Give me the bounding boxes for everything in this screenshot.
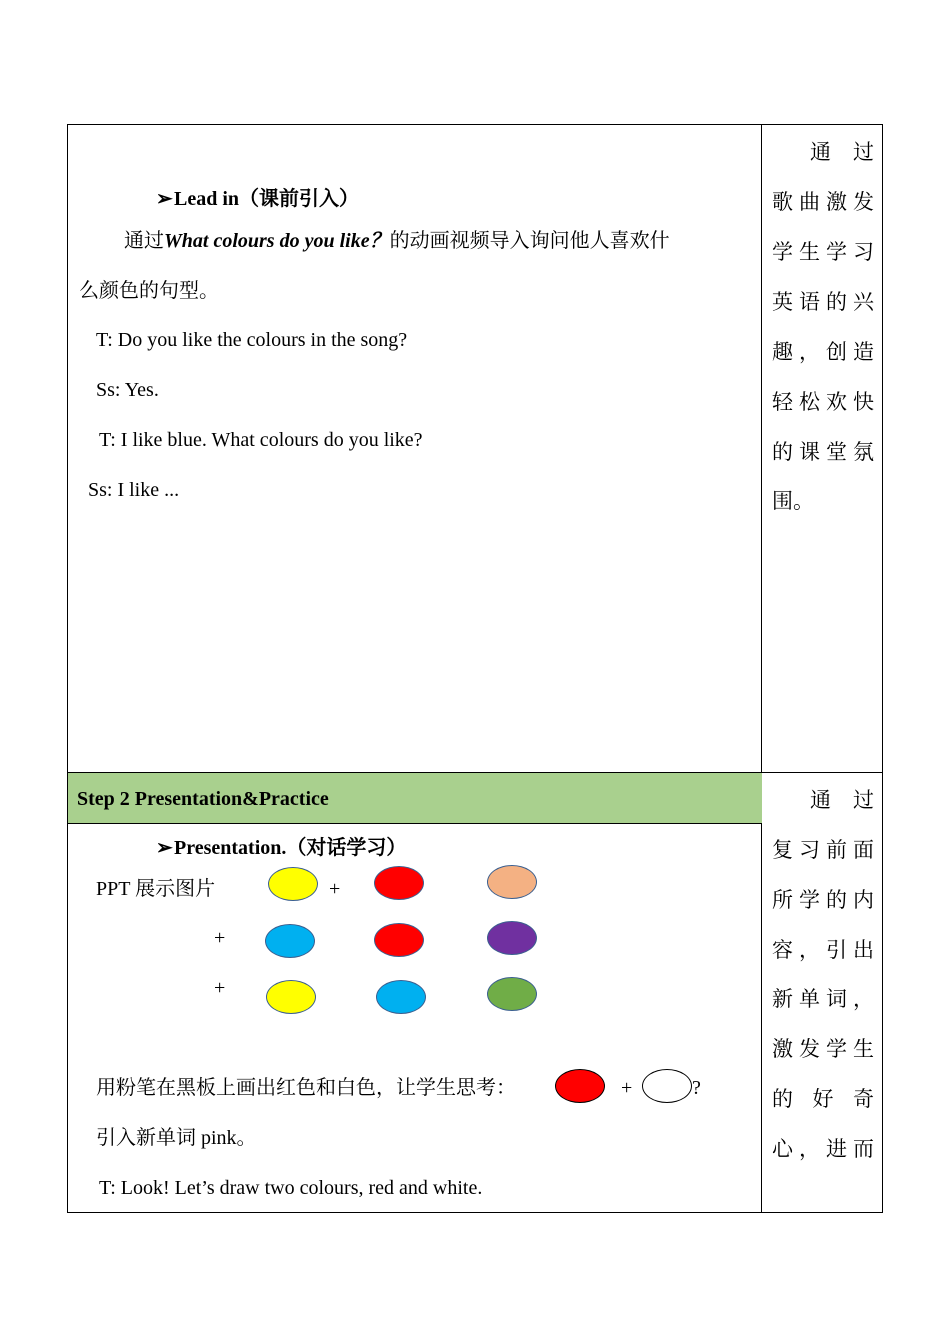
purple-oval <box>487 921 537 955</box>
note-char: ， <box>799 938 820 962</box>
column-divider <box>761 124 762 1213</box>
note-line <box>772 488 874 514</box>
note-line <box>772 339 874 365</box>
note-char: 围 <box>772 489 793 513</box>
note-char: 课 <box>799 440 820 464</box>
note-char: ， <box>799 1137 820 1161</box>
note-char: 前 <box>826 838 847 862</box>
note-char: 生 <box>799 240 820 264</box>
note-char: 学 <box>799 888 820 912</box>
note-line <box>772 1036 874 1062</box>
note-line <box>772 887 874 913</box>
note-char: 过 <box>853 788 874 812</box>
chalk-instruction: 用粉笔在黑板上画出红色和白色，让学生思考： <box>96 1077 516 1099</box>
white-oval <box>642 1069 692 1103</box>
note-char: 奇 <box>853 1087 874 1111</box>
note-char: 英 <box>772 290 793 314</box>
note-char: 创 <box>826 340 847 364</box>
intro-prefix: 通过 <box>124 230 164 252</box>
ppt-label: PPT 展示图片 <box>96 878 216 900</box>
note-char: 而 <box>853 1137 874 1161</box>
note-char: 堂 <box>826 440 847 464</box>
note-line <box>772 986 874 1012</box>
note-char: 兴 <box>853 290 874 314</box>
note-line <box>772 837 874 863</box>
lead-in-heading-en: Lead in <box>174 188 240 210</box>
blue-oval <box>265 924 315 958</box>
teacher-dialogue-line: T: Look! Let’s draw two colours, red and white. <box>99 1177 483 1199</box>
note-char: 欢 <box>826 390 847 414</box>
yellow-oval <box>268 867 318 901</box>
lead-in-intro-line2: 么颜色的句型。 <box>79 280 219 302</box>
note-line <box>772 389 874 415</box>
red-oval <box>374 923 424 957</box>
presentation-heading <box>156 836 406 860</box>
red-oval <box>374 866 424 900</box>
note-char: 新 <box>772 987 793 1011</box>
note-char: 曲 <box>799 190 820 214</box>
note-line <box>772 1086 874 1112</box>
note-char: 好 <box>812 1087 834 1111</box>
note-char: 单 <box>799 987 820 1011</box>
note-line <box>772 1136 874 1162</box>
note-char: 心 <box>772 1137 793 1161</box>
note-char: 歌 <box>772 190 793 214</box>
lead-in-heading <box>156 187 359 211</box>
step-header-divider <box>67 823 762 824</box>
note-char: 激 <box>772 1037 793 1061</box>
note-char: 松 <box>799 390 820 414</box>
presentation-heading-en: Presentation. <box>174 837 287 859</box>
dialogue-line-1: T: Do you like the colours in the song? <box>96 329 408 351</box>
note-char: 习 <box>799 838 820 862</box>
note-char: 学 <box>826 240 847 264</box>
intro-song-title: What colours do you like？ <box>164 230 390 252</box>
note-char: 语 <box>799 290 820 314</box>
table-left-border <box>67 124 68 1213</box>
note-char: 出 <box>853 938 874 962</box>
note-char: 的 <box>772 440 793 464</box>
plus-sign: + <box>621 1077 633 1099</box>
green-oval <box>487 977 537 1011</box>
note-char: 进 <box>826 1137 847 1161</box>
note-char: ， <box>853 987 874 1011</box>
note-char: 容 <box>772 938 793 962</box>
note-char: 快 <box>853 390 874 414</box>
orange-oval <box>487 865 537 899</box>
note-line <box>772 239 874 265</box>
plus-sign: + <box>329 878 341 900</box>
dialogue-line-4: Ss: I like ... <box>88 479 180 501</box>
note-char: 发 <box>799 1037 820 1061</box>
note-char: 造 <box>853 340 874 364</box>
note-line <box>772 439 874 465</box>
note-char: 复 <box>772 838 793 862</box>
note-char: 的 <box>772 1087 793 1111</box>
red-oval <box>555 1069 605 1103</box>
note-char: 学 <box>772 240 793 264</box>
note-char: 发 <box>853 190 874 214</box>
note-char: 激 <box>826 190 847 214</box>
note-line <box>772 289 874 315</box>
note-char: 学 <box>826 1037 847 1061</box>
table-right-border <box>882 124 883 1213</box>
note-char: 引 <box>826 938 847 962</box>
note-char: 习 <box>853 240 874 264</box>
plus-sign: + <box>214 927 226 949</box>
plus-sign: + <box>214 977 226 999</box>
note-char: 过 <box>853 140 874 164</box>
note-char: 生 <box>853 1037 874 1061</box>
note-char: 的 <box>826 888 847 912</box>
note-line <box>772 189 874 215</box>
dialogue-line-2: Ss: Yes. <box>96 379 159 401</box>
note-char: 氛 <box>853 440 874 464</box>
arrow-bullet-icon: ➢ <box>156 837 173 859</box>
note-line <box>772 937 874 963</box>
note-char: 轻 <box>772 390 793 414</box>
note-char: 的 <box>826 290 847 314</box>
question-mark: ? <box>692 1077 701 1099</box>
lead-in-heading-cn: （课前引入） <box>239 188 360 210</box>
note-char: 通 <box>810 788 831 812</box>
note-char: ， <box>799 340 820 364</box>
lead-in-intro <box>124 229 670 253</box>
intro-suffix: 的动画视频导入询问他人喜欢什 <box>389 230 670 252</box>
arrow-bullet-icon: ➢ <box>156 188 173 210</box>
note-line <box>772 787 874 813</box>
note-char: 词 <box>826 987 847 1011</box>
yellow-oval <box>266 980 316 1014</box>
note-char: 。 <box>793 489 814 513</box>
note-char: 通 <box>810 140 831 164</box>
blue-oval <box>376 980 426 1014</box>
new-word-line: 引入新单词 pink。 <box>96 1127 257 1149</box>
note-char: 面 <box>853 838 874 862</box>
step-header: Step 2 Presentation&Practice <box>77 788 329 810</box>
note-line <box>772 139 874 165</box>
presentation-heading-cn: （对话学习） <box>286 837 407 859</box>
note-char: 所 <box>772 888 793 912</box>
dialogue-line-3: T: I like blue. What colours do you like? <box>99 429 423 451</box>
note-char: 趣 <box>772 340 793 364</box>
note-char: 内 <box>853 888 874 912</box>
